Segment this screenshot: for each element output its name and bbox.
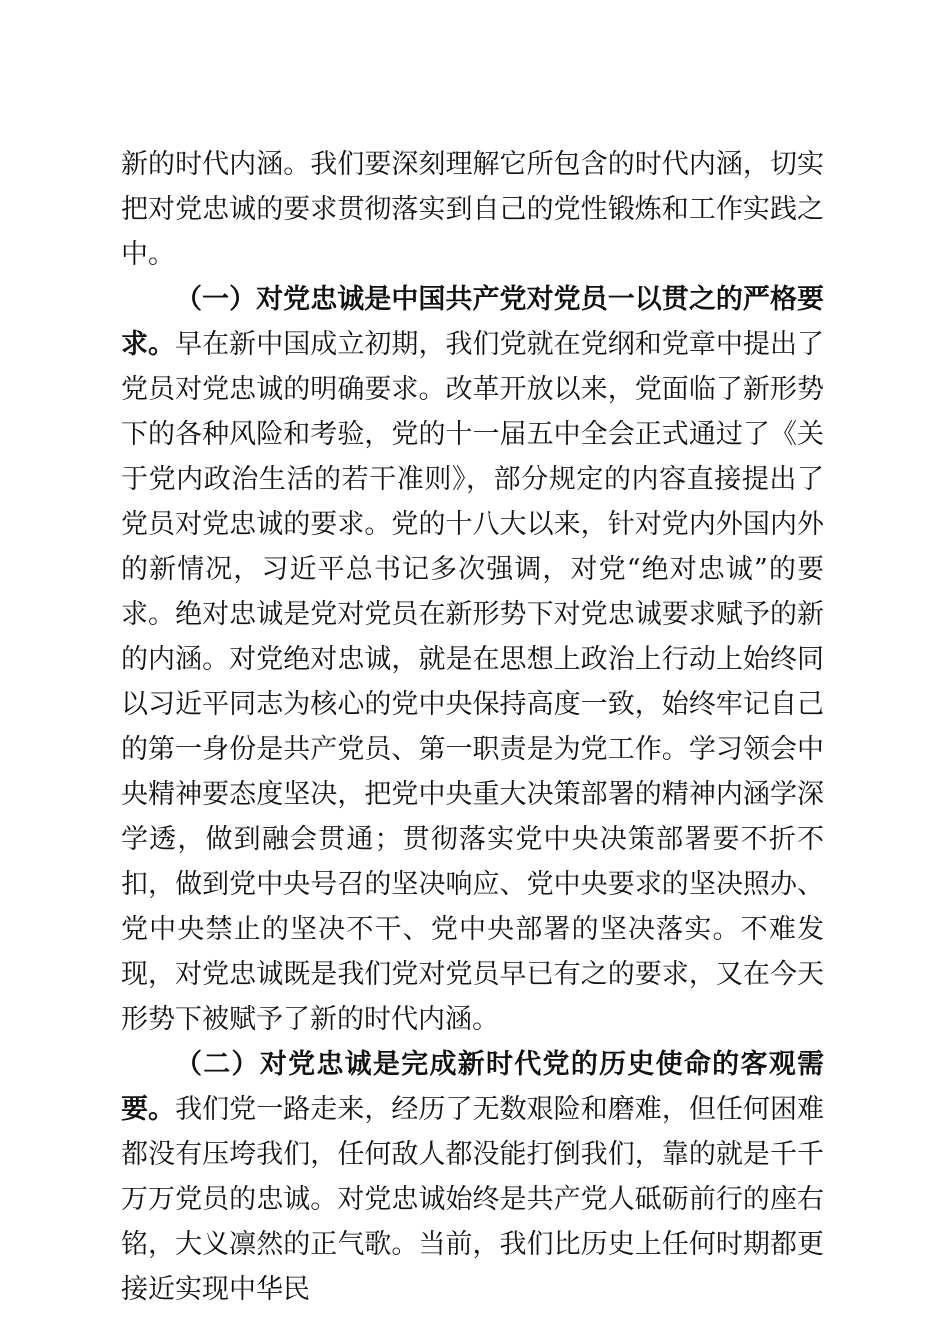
paragraph-continuation (121, 142, 824, 277)
paragraph-text: 新的时代内涵。我们要深刻理解它所包含的时代内涵，切实把对党忠诚的要求贯彻落实到自己的党性锻炼和工作实践之中。 (121, 149, 824, 270)
paragraph-text: 我们党一路走来，经历了无数艰险和磨难，但任何困难都没有压垮我们，任何敌人都没能打倒我们，靠的就是千千万万党员的忠诚。对党忠诚始终是共产党人砥砺前行的座右铭，大义凛然的正气歌。当前，我们比历史上任何时期都更接近实现中华民 (121, 1094, 825, 1305)
paragraph-text: 早在新中国成立初期，我们党就在党纲和党章中提出了党员对党忠诚的明确要求。改革开放以来，党面临了新形势下的各种风险和考验，党的十一届五中全会正式通过了《关于党内政治生活的若干准则》，部分规定的内容直接提出了党员对党忠诚的要求。党的十八大以来，针对党内外国内外的新情况，习近平总书记多次强调，对党“绝对忠诚”的要求。绝对忠诚是党对党员在新形势下对党忠诚要求赋予的新的内涵。对党绝对忠诚，就是在思想上政治上行动上始终同以习近平同志为核心的党中央保持高度一致，始终牢记自己的第一身份是共产党员、第一职责是为党工作。学习领会中央精神要态度坚决，把党中央重大决策部署的精神内涵学深学透，做到融会贯通；贯彻落实党中央决策部署要不折不扣，做到党中央号召的坚决响应、党中央要求的坚决照办、党中央禁止的坚决不干、党中央部署的坚决落实。不难发现，对党忠诚既是我们党对党员早已有之的要求，又在今天形势下被赋予了新的时代内涵。 (121, 329, 825, 1035)
section-heading-two: （二）对党忠诚是完成新时代党的历史使命的客观需要。 (121, 1049, 824, 1125)
document-body (121, 142, 824, 1312)
paragraph-section-two (121, 1042, 824, 1312)
section-heading-one: （一）对党忠诚是中国共产党对党员一以贯之的严格要求。 (121, 284, 824, 360)
paragraph-section-one (121, 277, 824, 1042)
